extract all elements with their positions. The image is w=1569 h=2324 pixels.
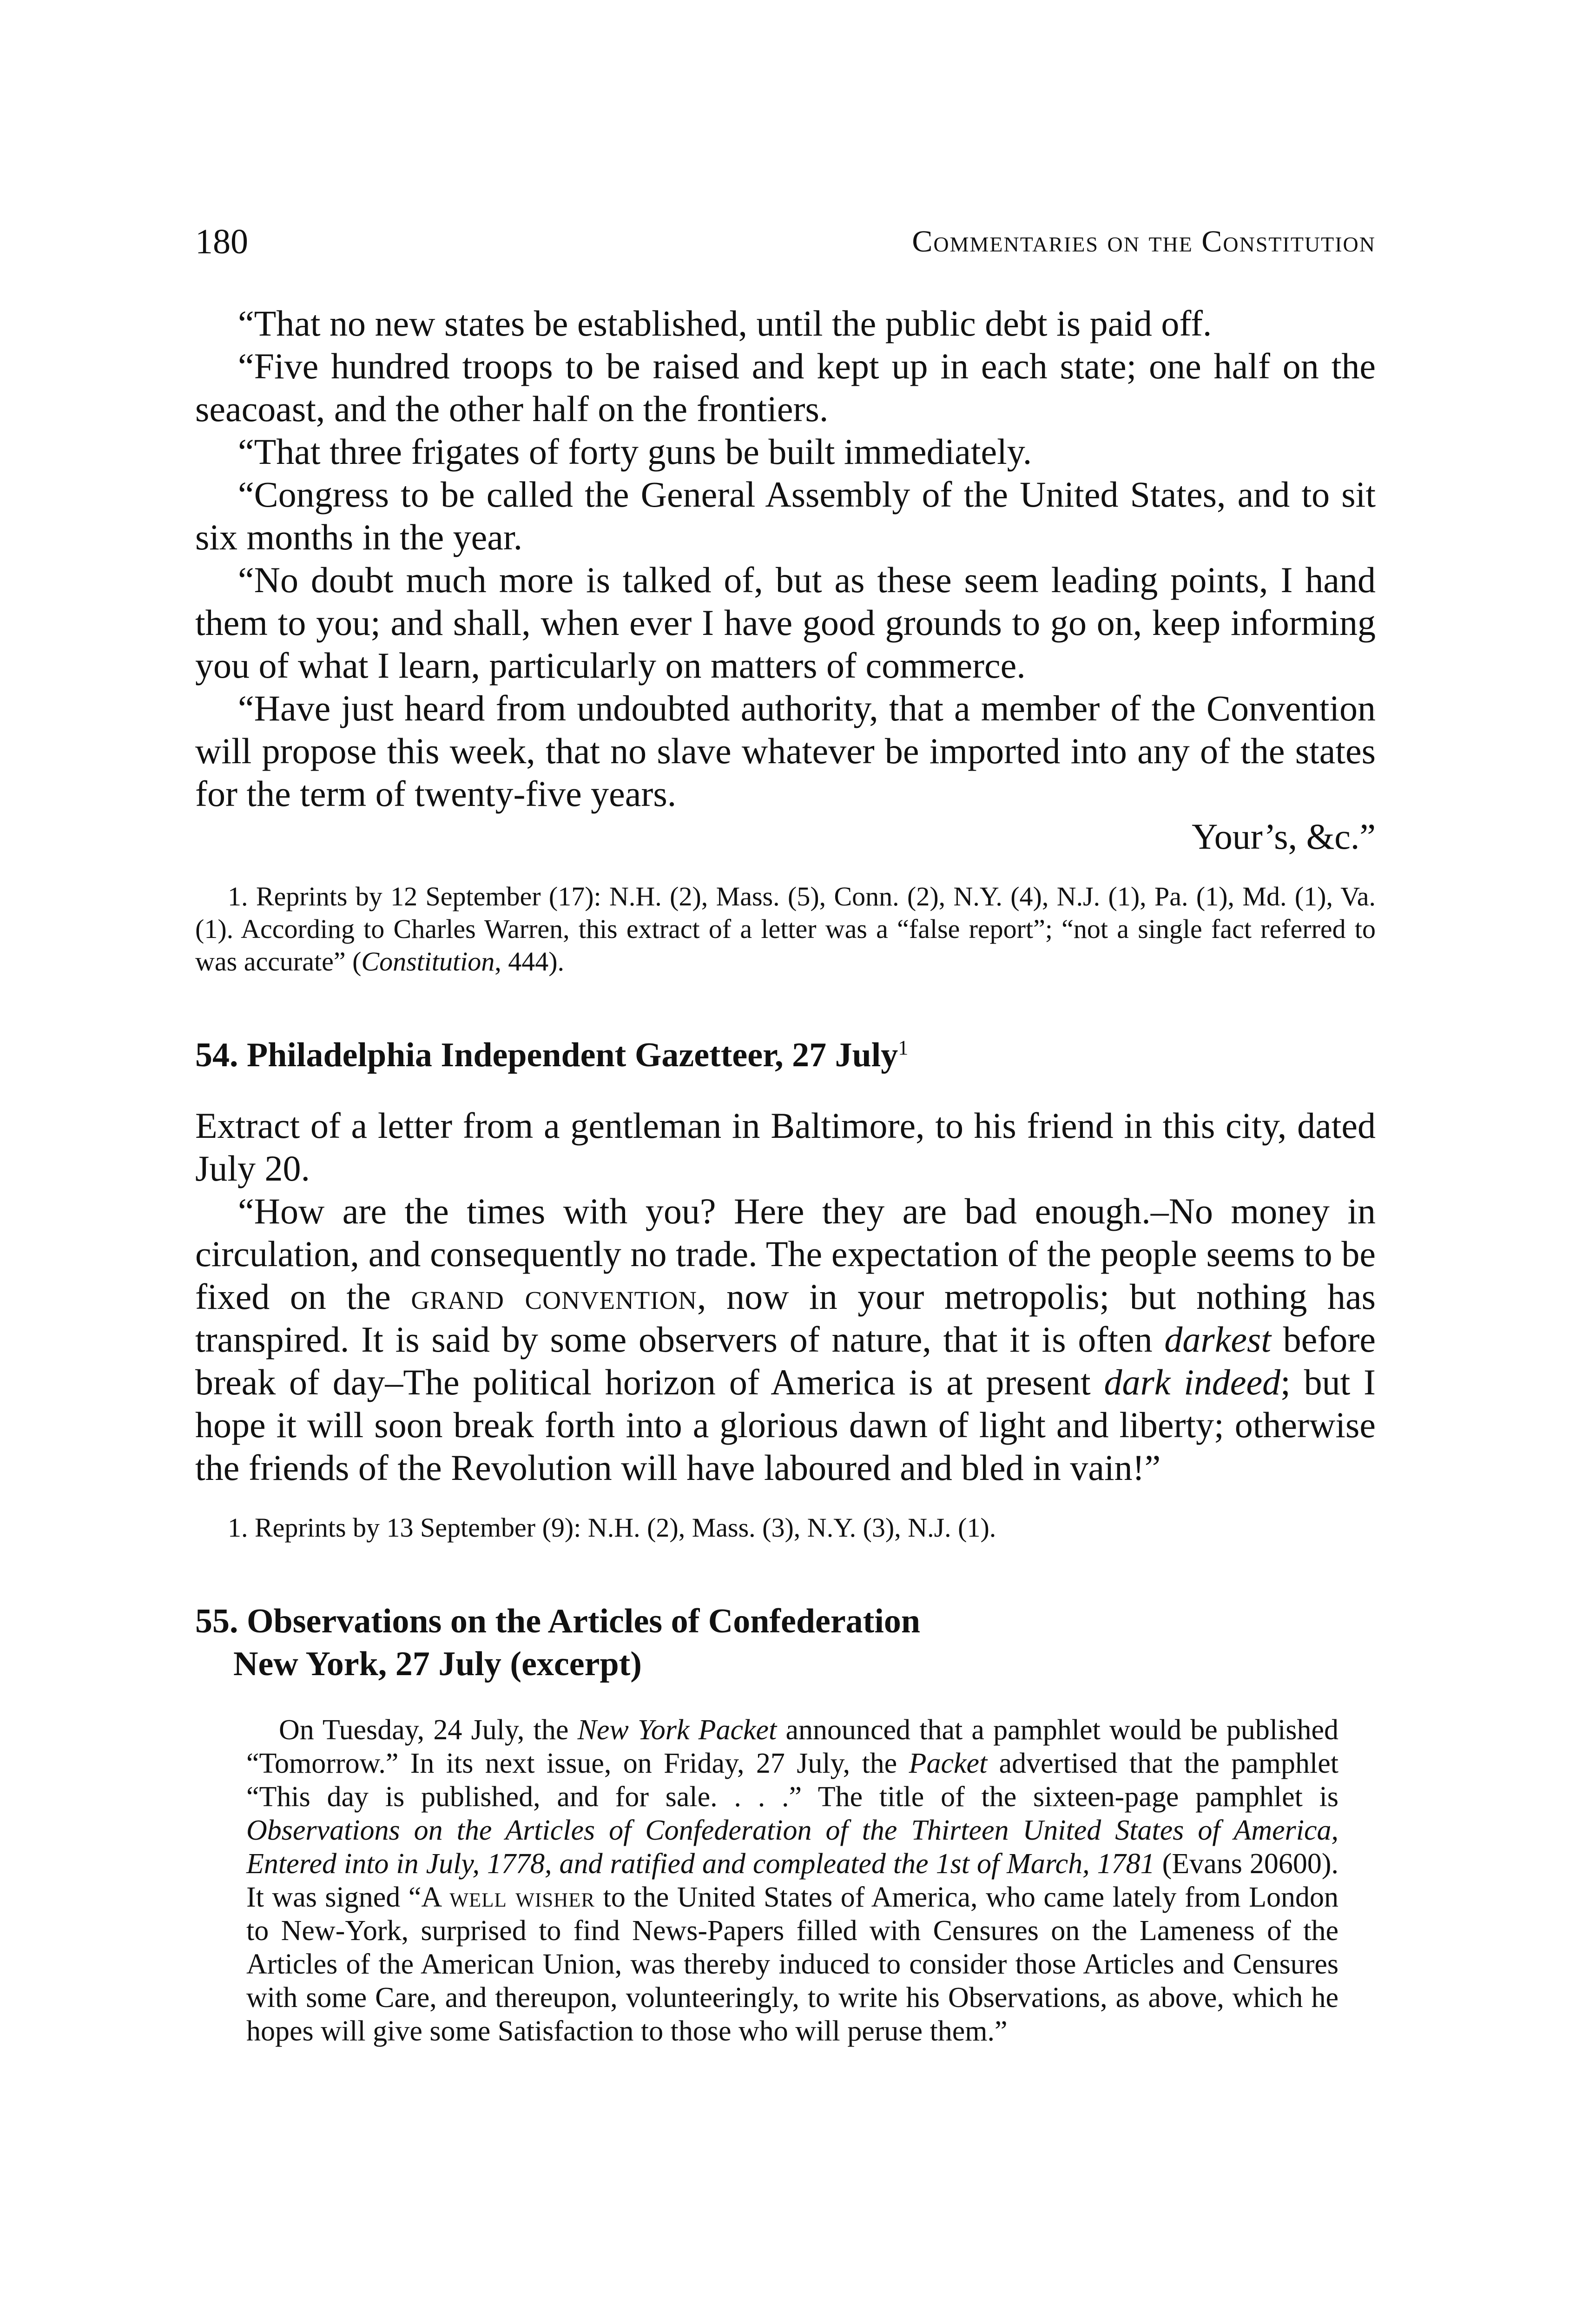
italic-text: dark indeed: [1104, 1362, 1281, 1402]
document-heading-text: 54. Philadelphia Independent Gazetteer, 27 July: [195, 1036, 898, 1074]
page-header: [195, 218, 1376, 265]
footnote-marker: 1: [898, 1036, 909, 1059]
document-55: [195, 1600, 1376, 2048]
small-caps-text: grand convention: [411, 1276, 698, 1317]
headnote-text: (Evans 20600). It was signed “: [246, 1848, 1338, 1913]
headnote-text: On Tuesday, 24 July, the: [279, 1714, 578, 1746]
letter-paragraph: “Congress to be called the General Assembly of the United States, and to sit six months in the year.: [195, 474, 1376, 557]
italic-text: Observations on the Articles of Confederation of the Thirteen United States of America, Entered into in July, 1778, and ratified and compleated the 1st of March, 1781: [246, 1815, 1338, 1880]
headnote-text: advertised that the pamphlet “This day is published, and for sale. . . .” The title of the sixteen-page pamphlet is: [246, 1748, 1338, 1813]
letter-paragraph: “That three frigates of forty guns be built immediately.: [238, 431, 1032, 472]
document-heading: [195, 1600, 1376, 1685]
page-number: 180: [195, 222, 248, 261]
letter-last-text: “Have just heard from undoubted authority, that a member of the Convention will propose this week, that no slave whatever be imported into any of the states for the term of twenty-five years.: [195, 688, 1376, 814]
document-54: [195, 1034, 1376, 1544]
text-column: [195, 302, 1376, 2048]
letter-paragraph: “Five hundred troops to be raised and kept up in each state; one half on the seacoast, and the other half on the frontiers.: [195, 346, 1376, 429]
letter-intro: Extract of a letter from a gentleman in Baltimore, to his friend in this city, dated July 20.: [195, 1105, 1376, 1188]
footnote: [195, 880, 1376, 978]
letter-paragraph: “No doubt much more is talked of, but as these seem leading points, I hand them to you; and shall, when ever I have good grounds to go on, keep informing you of what I learn, particularly on matters of commerce.: [195, 560, 1376, 686]
letter-paragraph: “That no new states be established, until the public debt is paid off.: [238, 303, 1212, 343]
footnote-italic-title: Constitution: [361, 946, 495, 977]
italic-text: Packet: [909, 1748, 988, 1779]
document-heading: [195, 1034, 1376, 1076]
running-head: Commentaries on the Constitution: [912, 224, 1376, 258]
headnote: [195, 1713, 1376, 2048]
document-heading-line1: 55. Observations on the Articles of Confederation: [195, 1602, 921, 1640]
letter-continued: [195, 302, 1376, 978]
footnote-text: , 444).: [494, 946, 565, 977]
italic-text: New York Packet: [577, 1714, 777, 1746]
small-caps-text: A well wisher: [421, 1882, 595, 1913]
letter-text: before break of day–The political horizon of America is at present: [195, 1319, 1376, 1402]
italic-text: darkest: [1164, 1319, 1272, 1360]
footnote: 1. Reprints by 13 September (9): N.H. (2), Mass. (3), N.Y. (3), N.J. (1).: [228, 1512, 996, 1543]
headnote-text: announced that a pamphlet would be published “Tomorrow.” In its next issue, on Friday, 27 July, the: [246, 1714, 1339, 1779]
letter-paragraph: [195, 687, 1376, 858]
letter-text: ; but I hope it will soon break forth into a glorious dawn of light and liberty; otherwise the friends of the Revolution will have laboured and bled in vain!”: [195, 1362, 1376, 1488]
letter-text: “How are the times with you? Here they are bad enough.–No money in circulation, and consequently no trade. The expectation of the people seems to be fixed on the: [195, 1191, 1376, 1317]
headnote-text: to the United States of America, who came lately from London to New-York, surprised to find News-Papers filled with Censures on the Lameness of the Articles of the American Union, was thereby induced to consider those Articles and Censures with some Care, and thereupon, volunteeringly, to write his Observations, as above, which he hopes will give some Satisfaction to those who will peruse them.”: [246, 1882, 1339, 2047]
document-heading-line2: New York, 27 July (excerpt): [233, 1645, 642, 1683]
footnote-text: 1. Reprints by 12 September (17): N.H. (2), Mass. (5), Conn. (2), N.Y. (4), N.J. (1), Pa. (1), Md. (1), Va. (1). According to Charles Warren, this extract of a letter was a “false report”; “not a single fact referred to was accurate” (: [195, 881, 1376, 977]
letter-text: , now in your metropolis; but nothing has transpired. It is said by some observers of nature, that it is often: [195, 1276, 1376, 1360]
letter-closing: Your’s, &c.”: [1192, 816, 1376, 857]
letter-paragraph: [195, 1190, 1376, 1489]
